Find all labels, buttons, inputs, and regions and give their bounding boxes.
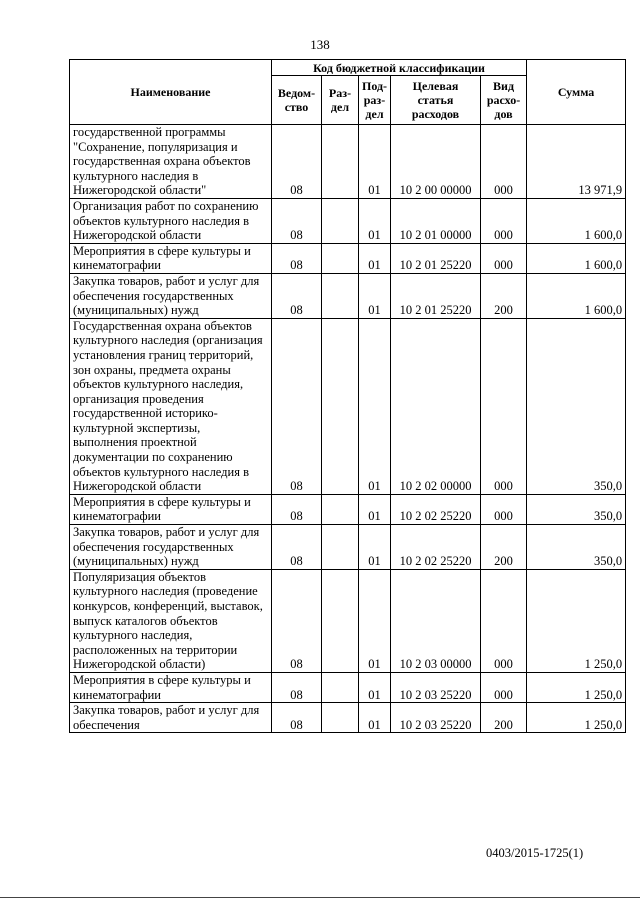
table-row — [70, 125, 626, 199]
row-name: Мероприятия в сфере культуры и кинематографии — [70, 672, 272, 702]
table-row — [70, 703, 626, 733]
row-expense-type: 200 — [481, 273, 527, 318]
row-razdel — [322, 494, 359, 524]
header-budget-code-group: Код бюджетной классификации — [272, 60, 527, 76]
row-expense-type: 200 — [481, 703, 527, 733]
budget-table — [69, 59, 626, 733]
row-podrazdel: 01 — [359, 672, 391, 702]
table-row — [70, 569, 626, 672]
row-vedomstvo: 08 — [272, 318, 322, 494]
row-name: Популяризация объектов культурного наследия (проведение конкурсов, конференций, выставок, выпуск каталогов объектов культурного наследия, расположенных на территории Нижегородской области) — [70, 569, 272, 672]
row-vedomstvo: 08 — [272, 125, 322, 199]
row-podrazdel: 01 — [359, 198, 391, 243]
row-name: Закупка товаров, работ и услуг для обеспечения — [70, 703, 272, 733]
row-expense-type: 000 — [481, 672, 527, 702]
row-sum: 1 250,0 — [527, 703, 626, 733]
row-name: Государственная охрана объектов культурного наследия (организация установления границ территорий, зон охраны, предмета охраны объектов культурного наследия, организация проведения государственной историко-культурной экспертизы, выполнения проектной документации по сохранению объектов культурного наследия в Нижегородской области — [70, 318, 272, 494]
table-row — [70, 494, 626, 524]
header-name: Наименование — [70, 60, 272, 125]
row-sum: 1 600,0 — [527, 243, 626, 273]
row-name: государственной программы "Сохранение, популяризация и государственная охрана объектов культурного наследия в Нижегородской области" — [70, 125, 272, 199]
header-razdel: Раз-дел — [322, 76, 359, 125]
row-sum: 1 250,0 — [527, 672, 626, 702]
row-expense-type: 000 — [481, 569, 527, 672]
header-vedomstvo: Ведом-ство — [272, 76, 322, 125]
row-target-article: 10 2 01 25220 — [391, 273, 481, 318]
row-razdel — [322, 125, 359, 199]
row-expense-type: 000 — [481, 243, 527, 273]
row-target-article: 10 2 03 25220 — [391, 672, 481, 702]
row-vedomstvo: 08 — [272, 198, 322, 243]
table-row — [70, 525, 626, 570]
row-target-article: 10 2 02 25220 — [391, 494, 481, 524]
table-body — [70, 125, 626, 733]
row-podrazdel: 01 — [359, 243, 391, 273]
row-razdel — [322, 703, 359, 733]
row-vedomstvo: 08 — [272, 703, 322, 733]
row-sum: 350,0 — [527, 494, 626, 524]
row-podrazdel: 01 — [359, 569, 391, 672]
row-razdel — [322, 318, 359, 494]
row-sum: 350,0 — [527, 525, 626, 570]
row-target-article: 10 2 01 00000 — [391, 198, 481, 243]
row-razdel — [322, 198, 359, 243]
table-row — [70, 243, 626, 273]
row-podrazdel: 01 — [359, 318, 391, 494]
row-sum: 1 250,0 — [527, 569, 626, 672]
row-vedomstvo: 08 — [272, 672, 322, 702]
row-name: Закупка товаров, работ и услуг для обеспечения государственных (муниципальных) нужд — [70, 525, 272, 570]
row-podrazdel: 01 — [359, 494, 391, 524]
row-expense-type: 000 — [481, 125, 527, 199]
row-name: Закупка товаров, работ и услуг для обеспечения государственных (муниципальных) нужд — [70, 273, 272, 318]
row-podrazdel: 01 — [359, 125, 391, 199]
row-target-article: 10 2 02 25220 — [391, 525, 481, 570]
row-podrazdel: 01 — [359, 273, 391, 318]
table-row — [70, 318, 626, 494]
row-razdel — [322, 273, 359, 318]
row-target-article: 10 2 02 00000 — [391, 318, 481, 494]
row-vedomstvo: 08 — [272, 243, 322, 273]
header-sum: Сумма — [527, 60, 626, 125]
row-vedomstvo: 08 — [272, 569, 322, 672]
table-header — [70, 60, 626, 125]
row-razdel — [322, 672, 359, 702]
row-expense-type: 000 — [481, 198, 527, 243]
header-target-article: Целевая статья расходов — [391, 76, 481, 125]
row-razdel — [322, 243, 359, 273]
row-name: Мероприятия в сфере культуры и кинематографии — [70, 243, 272, 273]
header-podrazdel: Под-раз-дел — [359, 76, 391, 125]
page-number: 138 — [310, 37, 330, 52]
row-vedomstvo: 08 — [272, 273, 322, 318]
row-name: Мероприятия в сфере культуры и кинематографии — [70, 494, 272, 524]
row-expense-type: 000 — [481, 318, 527, 494]
header-expense-type: Вид расхо-дов — [481, 76, 527, 125]
row-expense-type: 000 — [481, 494, 527, 524]
row-target-article: 10 2 00 00000 — [391, 125, 481, 199]
row-sum: 1 600,0 — [527, 198, 626, 243]
row-expense-type: 200 — [481, 525, 527, 570]
row-target-article: 10 2 03 00000 — [391, 569, 481, 672]
row-sum: 1 600,0 — [527, 273, 626, 318]
row-target-article: 10 2 03 25220 — [391, 703, 481, 733]
table-row — [70, 273, 626, 318]
table-row — [70, 672, 626, 702]
table-row — [70, 198, 626, 243]
document-code: 0403/2015-1725(1) — [486, 846, 584, 860]
row-vedomstvo: 08 — [272, 525, 322, 570]
row-target-article: 10 2 01 25220 — [391, 243, 481, 273]
row-vedomstvo: 08 — [272, 494, 322, 524]
row-sum: 13 971,9 — [527, 125, 626, 199]
row-sum: 350,0 — [527, 318, 626, 494]
row-podrazdel: 01 — [359, 525, 391, 570]
row-razdel — [322, 569, 359, 672]
page-bottom-divider — [0, 897, 640, 898]
row-podrazdel: 01 — [359, 703, 391, 733]
row-razdel — [322, 525, 359, 570]
row-name: Организация работ по сохранению объектов культурного наследия в Нижегородской области — [70, 198, 272, 243]
